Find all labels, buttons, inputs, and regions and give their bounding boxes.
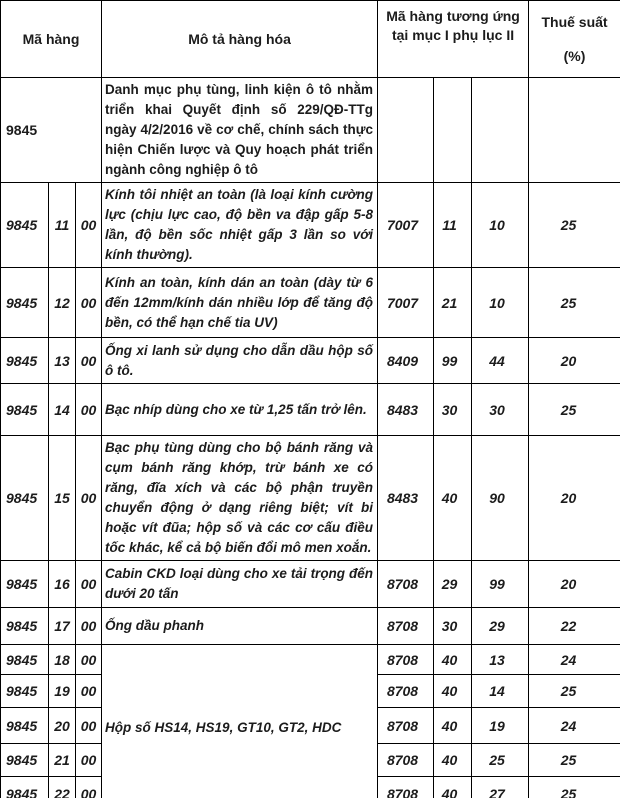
code-cell-2: 19 xyxy=(49,675,76,708)
code-cell-3: 00 xyxy=(76,777,102,798)
ref-cell-3: 14 xyxy=(472,675,529,708)
ref-cell-1: 8409 xyxy=(378,338,434,384)
table-row xyxy=(1,78,620,183)
table-row xyxy=(1,183,620,268)
description-cell: Danh mục phụ tùng, linh kiện ô tô nhằm triển khai Quyết định số 229/QĐ-TTg ngày 4/2/2016 về cơ chế, chính sách thực hiện Chiến lược và Quy hoạch phát triển ngành công nghiệp ô tô xyxy=(102,78,378,183)
code-cell-2: 21 xyxy=(49,744,76,777)
code-cell-3: 00 xyxy=(76,645,102,675)
header-ma-hang: Mã hàng xyxy=(1,1,102,78)
description-cell: Kính tôi nhiệt an toàn (là loại kính cường lực (chịu lực cao, độ bền va đập gấp 5-8 lần, độ bền sốc nhiệt gấp 3 lần so với kính thường). xyxy=(102,183,378,268)
tax-cell xyxy=(529,78,620,183)
code-cell-1: 9845 xyxy=(1,708,49,744)
code-cell-2: 17 xyxy=(49,608,76,645)
code-cell-2: 13 xyxy=(49,338,76,384)
description-cell: Ống dầu phanh xyxy=(102,608,378,645)
table-row xyxy=(1,436,620,561)
ref-cell-1: 8708 xyxy=(378,744,434,777)
tax-cell: 22 xyxy=(529,608,620,645)
tax-cell: 20 xyxy=(529,561,620,608)
code-cell-1: 9845 xyxy=(1,777,49,798)
code-cell-3: 00 xyxy=(76,675,102,708)
tax-cell: 20 xyxy=(529,338,620,384)
tax-cell: 25 xyxy=(529,777,620,798)
code-cell-3: 00 xyxy=(76,268,102,338)
ref-cell-1: 8483 xyxy=(378,384,434,436)
header-thue-suat-line2: (%) xyxy=(563,47,586,64)
ref-cell-3: 10 xyxy=(472,183,529,268)
code-cell-1: 9845 xyxy=(1,561,49,608)
code-cell-3: 00 xyxy=(76,744,102,777)
code-cell-1: 9845 xyxy=(1,608,49,645)
table-row xyxy=(1,268,620,338)
header-mo-ta: Mô tả hàng hóa xyxy=(102,1,378,78)
ref-cell-1: 7007 xyxy=(378,183,434,268)
code-cell-2: 20 xyxy=(49,708,76,744)
code-cell-2: 18 xyxy=(49,645,76,675)
tax-cell: 25 xyxy=(529,183,620,268)
code-cell-1: 9845 xyxy=(1,744,49,777)
code-cell-3: 00 xyxy=(76,561,102,608)
header-ref-code: Mã hàng tương ứng tại mục I phụ lục II xyxy=(378,1,529,78)
ref-cell-2: 30 xyxy=(434,384,472,436)
table-row xyxy=(1,384,620,436)
code-cell-1: 9845 xyxy=(1,645,49,675)
ref-cell-1 xyxy=(378,78,434,183)
ref-cell-3 xyxy=(472,78,529,183)
code-cell-2: 22 xyxy=(49,777,76,798)
code-cell-1: 9845 xyxy=(1,338,49,384)
code-cell-2: 15 xyxy=(49,436,76,561)
header-thue-suat-line1: Thuế suất xyxy=(541,13,608,30)
ref-cell-3: 19 xyxy=(472,708,529,744)
description-cell: Bạc phụ tùng dùng cho bộ bánh răng và cụm bánh răng khớp, trừ bánh xe có răng, đĩa xích và các bộ phận truyền chuyển động ở dạng riêng biệt; vít bi hoặc vít đũa; hộp số và các cơ cấu điều tốc khác, kể cả bộ biến đổi mô men xoắn. xyxy=(102,436,378,561)
ref-cell-1: 8708 xyxy=(378,608,434,645)
ref-cell-1: 8708 xyxy=(378,645,434,675)
ref-cell-1: 8708 xyxy=(378,777,434,798)
tax-cell: 24 xyxy=(529,645,620,675)
ref-cell-3: 25 xyxy=(472,744,529,777)
ref-cell-2: 29 xyxy=(434,561,472,608)
ref-cell-1: 8708 xyxy=(378,675,434,708)
ref-cell-2: 40 xyxy=(434,708,472,744)
tax-cell: 25 xyxy=(529,744,620,777)
code-cell-2: 16 xyxy=(49,561,76,608)
ref-cell-1: 8708 xyxy=(378,708,434,744)
ref-cell-1: 8708 xyxy=(378,561,434,608)
merged-description-cell: Hộp số HS14, HS19, GT10, GT2, HDC xyxy=(102,645,378,798)
tax-cell: 24 xyxy=(529,708,620,744)
ref-cell-2: 99 xyxy=(434,338,472,384)
ref-cell-2: 40 xyxy=(434,675,472,708)
ref-cell-2: 30 xyxy=(434,608,472,645)
ref-cell-3: 10 xyxy=(472,268,529,338)
ref-cell-1: 8483 xyxy=(378,436,434,561)
ref-cell-3: 44 xyxy=(472,338,529,384)
code-cell-2: 12 xyxy=(49,268,76,338)
ref-cell-1: 7007 xyxy=(378,268,434,338)
code-cell-3: 00 xyxy=(76,608,102,645)
table-row xyxy=(1,608,620,645)
tax-cell: 25 xyxy=(529,384,620,436)
ref-cell-2: 21 xyxy=(434,268,472,338)
description-cell: Bạc nhíp dùng cho xe từ 1,25 tấn trở lên. xyxy=(102,384,378,436)
ref-cell-3: 90 xyxy=(472,436,529,561)
ref-cell-3: 27 xyxy=(472,777,529,798)
ref-cell-3: 29 xyxy=(472,608,529,645)
code-cell-2: 11 xyxy=(49,183,76,268)
header-row xyxy=(1,1,620,78)
code-cell-1: 9845 xyxy=(1,384,49,436)
code-cell-3: 00 xyxy=(76,384,102,436)
code-cell-2: 14 xyxy=(49,384,76,436)
code-cell-1: 9845 xyxy=(1,436,49,561)
tax-cell: 20 xyxy=(529,436,620,561)
description-cell: Kính an toàn, kính dán an toàn (dày từ 6 đến 12mm/kính dán nhiều lớp để tăng độ bền, có thể hạn chế tia UV) xyxy=(102,268,378,338)
code-cell-1: 9845 xyxy=(1,183,49,268)
ref-cell-3: 30 xyxy=(472,384,529,436)
table-row xyxy=(1,645,620,675)
ref-cell-3: 13 xyxy=(472,645,529,675)
ref-cell-2: 40 xyxy=(434,645,472,675)
tax-cell: 25 xyxy=(529,268,620,338)
table-row xyxy=(1,561,620,608)
ref-cell-2: 11 xyxy=(434,183,472,268)
tax-cell: 25 xyxy=(529,675,620,708)
code-cell: 9845 xyxy=(1,78,102,183)
code-cell-1: 9845 xyxy=(1,675,49,708)
code-cell-3: 00 xyxy=(76,338,102,384)
ref-cell-3: 99 xyxy=(472,561,529,608)
ref-cell-2 xyxy=(434,78,472,183)
ref-cell-2: 40 xyxy=(434,777,472,798)
description-cell: Ống xi lanh sử dụng cho dẫn dầu hộp số ô tô. xyxy=(102,338,378,384)
table-row xyxy=(1,338,620,384)
code-cell-3: 00 xyxy=(76,183,102,268)
code-cell-3: 00 xyxy=(76,708,102,744)
ref-cell-2: 40 xyxy=(434,436,472,561)
description-cell: Cabin CKD loại dùng cho xe tải trọng đến dưới 20 tấn xyxy=(102,561,378,608)
code-cell-3: 00 xyxy=(76,436,102,561)
header-thue-suat xyxy=(529,1,620,78)
code-cell-1: 9845 xyxy=(1,268,49,338)
ref-cell-2: 40 xyxy=(434,744,472,777)
